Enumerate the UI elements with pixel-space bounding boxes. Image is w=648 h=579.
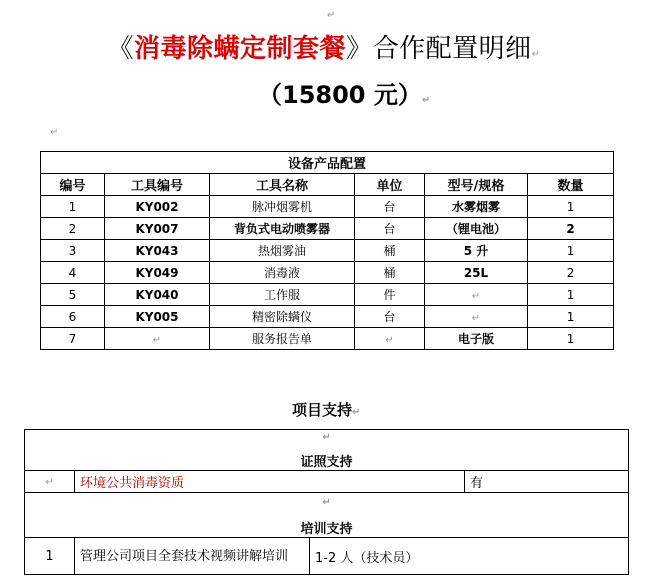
- training-row-no: 1: [25, 538, 75, 575]
- cell-no: 1: [41, 196, 105, 218]
- title-package-name: 消毒除螨定制套餐: [134, 34, 347, 64]
- cell-name: 脉冲烟雾机: [210, 196, 355, 218]
- header-tool-code: 工具编号: [105, 174, 210, 196]
- cell-no: 2: [41, 218, 105, 240]
- cell-unit: 桶: [355, 262, 425, 284]
- paragraph-mark: ↵: [327, 10, 336, 21]
- table-row: [41, 284, 614, 306]
- paragraph-mark: ↵: [531, 49, 541, 60]
- training-item: 管理公司项目全套技术视频讲解培训: [75, 538, 310, 575]
- training-row: [25, 538, 629, 575]
- cell-qty: 1: [528, 284, 614, 306]
- cert-name: 环境公共消毒资质: [75, 471, 465, 493]
- cert-section-title: 证照支持: [300, 455, 353, 470]
- training-section-cell: [25, 493, 629, 538]
- cell-qty: 2: [528, 218, 614, 240]
- cell-name: 消毒液: [210, 262, 355, 284]
- cell-qty: 1: [528, 328, 614, 350]
- cell-name: 工作服: [210, 284, 355, 306]
- title-rest: 合作配置明细: [372, 34, 532, 64]
- paragraph-mark: ↵: [471, 312, 481, 324]
- cell-unit: 台: [355, 196, 425, 218]
- cell-spec: 5 升: [425, 240, 528, 262]
- cert-row-no: [25, 471, 75, 493]
- cell-unit: 件: [355, 284, 425, 306]
- cell-spec: （锂电池）: [425, 218, 528, 240]
- project-support-title: [292, 399, 360, 420]
- training-section-row: [25, 493, 629, 538]
- price-line: [258, 75, 430, 110]
- cert-section-cell: [25, 430, 629, 471]
- paragraph-mark: ↵: [322, 497, 331, 508]
- cell-code: KY040: [105, 284, 210, 306]
- cert-value: 有: [465, 471, 629, 493]
- cell-no: 3: [41, 240, 105, 262]
- paragraph-mark: ↵: [322, 432, 331, 443]
- paragraph-mark: ↵: [50, 127, 59, 138]
- cell-code: [105, 328, 210, 350]
- title-close-bracket: 》: [346, 34, 373, 64]
- cert-row: [25, 471, 629, 493]
- cell-qty: 2: [528, 262, 614, 284]
- cell-qty: 1: [528, 306, 614, 328]
- table-row: [41, 262, 614, 284]
- cell-no: 5: [41, 284, 105, 306]
- cell-name: 背负式电动喷雾器: [210, 218, 355, 240]
- cell-spec: 25L: [425, 262, 528, 284]
- table-row: [41, 328, 614, 350]
- page-title: [0, 28, 648, 65]
- cell-spec: 水雾烟雾: [425, 196, 528, 218]
- header-tool-name: 工具名称: [210, 174, 355, 196]
- paragraph-mark: ↵: [421, 95, 431, 106]
- cell-code: KY005: [105, 306, 210, 328]
- paragraph-mark: ↵: [385, 334, 394, 346]
- cell-no: 6: [41, 306, 105, 328]
- cell-unit: 台: [355, 306, 425, 328]
- cell-name: 服务报告单: [210, 328, 355, 350]
- header-qty: 数量: [528, 174, 614, 196]
- equipment-table-caption: 设备产品配置: [41, 152, 614, 174]
- table-row: [41, 196, 614, 218]
- cell-spec: [425, 306, 528, 328]
- header-no: 编号: [41, 174, 105, 196]
- paragraph-mark: ↵: [352, 407, 361, 418]
- price-text: （15800 元）: [258, 81, 422, 109]
- paragraph-mark: ↵: [45, 477, 54, 488]
- cell-unit: 桶: [355, 240, 425, 262]
- equipment-table: [40, 151, 614, 350]
- cell-unit: 台: [355, 218, 425, 240]
- table-caption-row: [41, 152, 614, 174]
- title-open-bracket: 《: [107, 34, 135, 64]
- table-header-row: [41, 174, 614, 196]
- training-value: 1-2 人（技术员）: [310, 538, 629, 575]
- paragraph-mark: ↵: [471, 290, 481, 302]
- header-unit: 单位: [355, 174, 425, 196]
- table-row: [41, 218, 614, 240]
- cell-name: 热烟雾油: [210, 240, 355, 262]
- header-spec: 型号/规格: [425, 174, 528, 196]
- cell-code: KY007: [105, 218, 210, 240]
- cell-code: KY002: [105, 196, 210, 218]
- cell-code: KY043: [105, 240, 210, 262]
- cell-no: 7: [41, 328, 105, 350]
- project-support-title-text: 项目支持: [292, 401, 353, 419]
- paragraph-mark: ↵: [152, 334, 162, 346]
- table-row: [41, 306, 614, 328]
- cell-code: KY049: [105, 262, 210, 284]
- cell-spec: 电子版: [425, 328, 528, 350]
- cell-qty: 1: [528, 240, 614, 262]
- cell-no: 4: [41, 262, 105, 284]
- cell-name: 精密除螨仪: [210, 306, 355, 328]
- cert-section-row: [25, 430, 629, 471]
- cell-unit: [355, 328, 425, 350]
- project-support-table: [24, 429, 629, 575]
- table-row: [41, 240, 614, 262]
- cell-spec: [425, 284, 528, 306]
- cell-qty: 1: [528, 196, 614, 218]
- training-section-title: 培训支持: [300, 522, 353, 537]
